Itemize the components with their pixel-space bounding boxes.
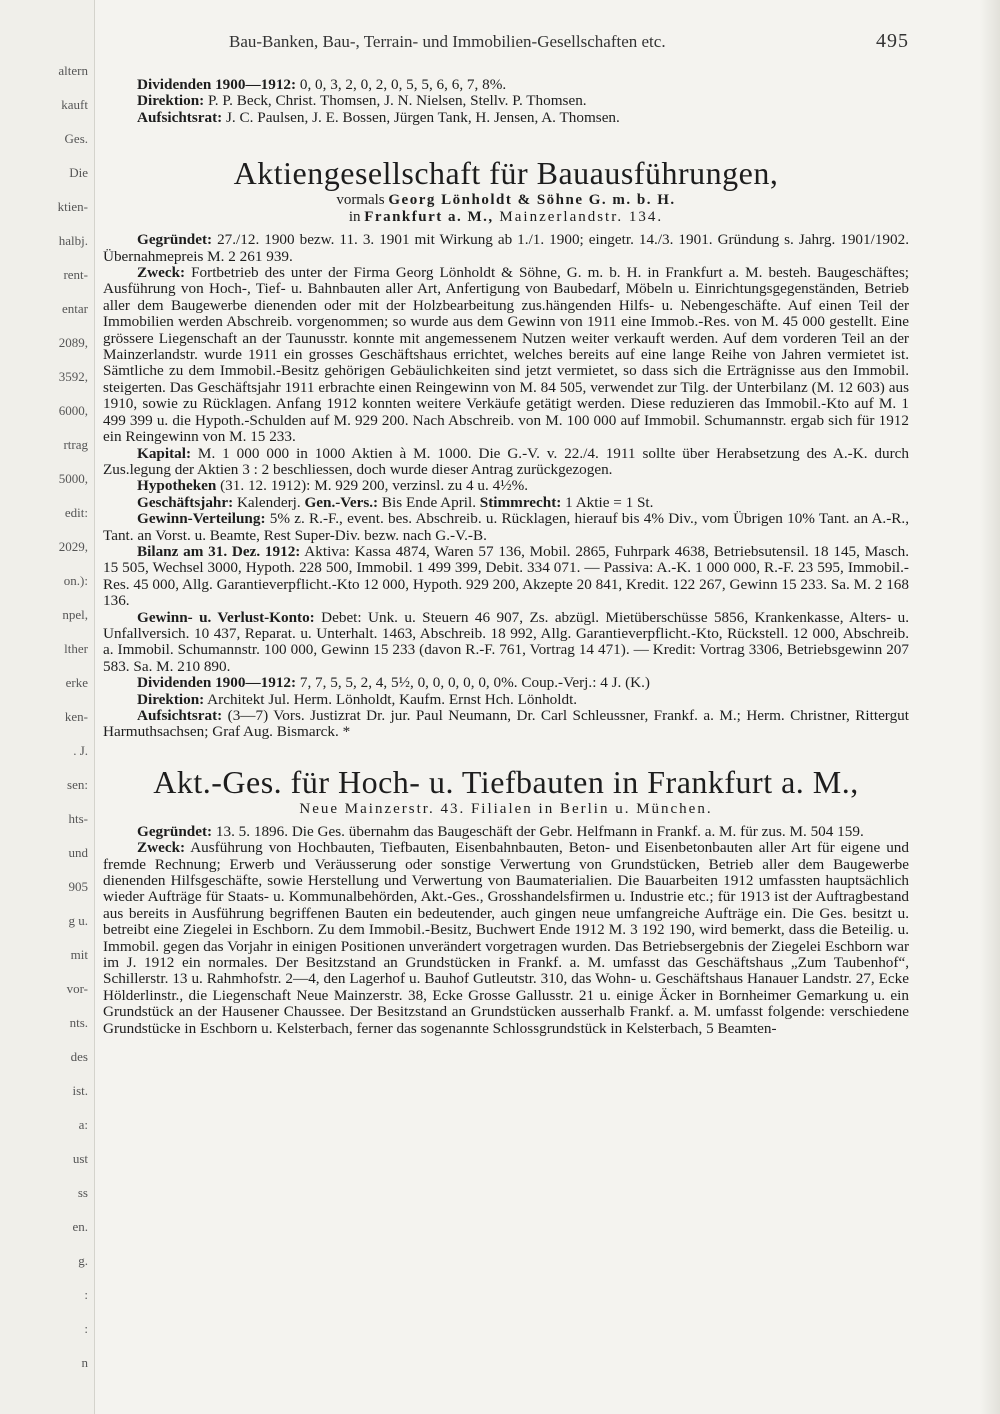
company-title: Akt.-Ges. für Hoch- u. Tiefbauten in Frankfurt a. M.,: [153, 763, 859, 800]
margin-fragment: ust: [72, 1151, 88, 1166]
margin-fragment: altern: [58, 63, 88, 78]
margin-fragment: und: [68, 845, 88, 860]
field-label: Dividenden 1900—1912:: [137, 76, 297, 93]
margin-fragment: Ges.: [64, 131, 88, 146]
field-text: Architekt Jul. Herm. Lönholdt, Kaufm. Ernst Hch. Lönholdt.: [204, 690, 578, 708]
margin-fragment: vor-: [66, 981, 88, 996]
margin-fragment: des: [70, 1049, 88, 1064]
field-text: Ausführung von Hochbauten, Tiefbauten, Eisenbahnbauten, Beton- und Eisenbetonbauten aller Art für eigene und fremde Rechnung; Erwerb und Veräusserung oder sonstige Verwertung von Grundstücken, Betrieb aller dem Baugewerbe dienenden Hilfsgeschäfte, sowie Herstellung und Verwertung von Baumaterialien. Die Bauarbeiten 1912 umfassten hauptsächlich wieder Aufträge für Staats- u. Kommunalbehörden, Akt.-Ges., Grosshandelsfirmen u. Industrie etc.; für 1913 ist der Auftragbestand aus bereits in Ausführung begriffenen Bauten ein bedeutender, auch gingen neue umfangreiche Aufträge ein. Die Ges. besitzt u. betreibt eine Ziegelei in Eschborn. Zu dem Immobil.-Besitz, Buchwert Ende 1912 M. 3 192 190, wird bemerkt, dass die Beteilig. u. Immobil. gegen das Vorjahr in einigen Positionen unverändert vorgetragen wurden. Das Betriebsergebnis der Ziegelei Eschborn war im J. 1912 ein normales. Der Besitzstand an Grundstücken in Frankf. a. M. umfasst das Geschäftshaus „Zum Taubenhof“, Schillerstr. 13 u. Rahmhofstr. 2—4, den Lagerhof u. Bauhof Gutleutstr. 310, das Wohn- u. Geschäftshaus Hanauer Landstr. 27, Ecke Hölderlinstr., die Liegenschaft Neue Mainzerstr. 38, Ecke Grosse Gallusstr. 21 u. einige Äcker in Bornheimer Gemarkung u. ein Grundstück an der Hausener Chaussee. Der Besitzstand an Grundstücken ausserhalb Frankf. a. M. umfasst folgende: verschiedene Grundstücke in Eschborn u. Kelsterbach, ferner das sogenannte Schlossgrundstück in Kelsterbach, 5 Beamten-: [103, 839, 909, 1037]
company-entry-2: [103, 765, 909, 1037]
field-text: 7, 7, 5, 5, 2, 4, 5½, 0, 0, 0, 0, 0, 0%. Coup.-Verj.: 4 J. (K.): [296, 674, 650, 692]
margin-fragment: ktien-: [57, 199, 88, 214]
page-number: 495: [876, 30, 909, 52]
margin-fragment: 2029,: [58, 539, 88, 554]
running-title: Bau-Banken, Bau-, Terrain- und Immobilien-Gesellschaften etc.: [229, 32, 666, 51]
margin-fragment: :: [84, 1287, 88, 1302]
margin-fragment: nts.: [69, 1015, 88, 1030]
field-text: 0, 0, 3, 2, 0, 2, 0, 5, 5, 6, 6, 7, 8%.: [296, 76, 507, 93]
field-text: 27./12. 1900 bezw. 11. 3. 1901 mit Wirkung ab 1./1. 1900; eingetr. 14./3. 1901. Gründung s. Jahrg. 1901/1902. Übernahmepreis M. 2 261 939.: [103, 231, 909, 265]
field-label: Aufsichtsrat:: [137, 707, 223, 724]
margin-fragment: . J.: [73, 743, 88, 758]
field-label: Zweck:: [137, 839, 186, 857]
page-header: [103, 30, 909, 53]
field-text: Aktiva: Kassa 4874, Waren 57 136, Mobil. 2865, Fuhrpark 4638, Betriebsutensil. 18 145, Masch. 15 505, Wechsel 3000, Hypoth. 228 500, Immobil. 1 499 399, Debit. 334 071. — Passiva: A.-K. 1 000 000, R.-F. 23 595, Immobil.-Res. 45 000, Allg. Garantieverpflicht.-Kto 12 000, Hypoth. 929 200, Akzepte 20 841, Kredit. 122 267, Gewinn 15 233. Sa. M. 2 168 136.: [103, 542, 909, 610]
margin-fragment: n: [81, 1355, 88, 1370]
margin-fragment: ss: [77, 1185, 88, 1200]
margin-fragment: 5000,: [58, 471, 88, 486]
margin-fragment: rtrag: [63, 437, 88, 452]
field-text: P. P. Beck, Christ. Thomsen, J. N. Nielsen, Stellv. P. Thomsen.: [204, 92, 587, 110]
field-label: Gewinn-Verteilung:: [137, 510, 266, 528]
company-address: Neue Mainzerstr. 43. Filialen in Berlin u. München.: [299, 800, 713, 817]
margin-fragment: 905: [68, 879, 88, 894]
margin-fragment: sen:: [67, 777, 88, 792]
margin-fragment: erke: [65, 675, 88, 690]
margin-fragment: g u.: [68, 913, 88, 928]
previous-page-margin: [0, 0, 95, 1414]
margin-fragment: g.: [78, 1253, 88, 1268]
margin-fragment: on.):: [63, 573, 88, 588]
field-label: Gegründet:: [137, 231, 213, 249]
company-entry-1: Aktiengesellschaft für Bauausführungen, vormals Georg Lönholdt & Söhne G. m. b. H. in Frankfurt a. M., Mainzerlandstr. 134. Gegründet: 27./12. 1900 bezw. 11. 3. 1901 mit Wirkung ab 1./1. 1900; eingetr. 14./3. 1901. Gründung s. Jahrg. 1901/1902. Übernahmepreis M. 2 261 939. Zweck: Fortbetrieb des unter der Firma Georg Lönholdt & Söhne, G. m. b. H. in Frankfurt a. M. besteh. Baugeschäftes; Ausführung von Hoch-, Tief- u. Bahnbauten aller Art, Anfertigung von Baubedarf, Möbeln u. Einrichtungsgegenständen, Betrieb aller dem Baugewerbe dienenden oder mit der Holzbearbeitung zus.hängenden Hilfs- u. Nebengeschäfte. Auf einen Teil der Immobilien werden Abschreib. vorgenommen; so wurde aus dem Gewinn von 1911 eine Immob.-Res. von M. 45 000 gestellt. Eine grössere Liegenschaft an der Taunusstr. konnte mit angemessenem Nutzen weiter verkauft werden. Auf dem vorderen Teil an der Mainzerlandstr. wurde 1911 ein grosses Geschäftshaus errichtet, welches bereits auf eine lange Reihe von Jahren vermietet ist. Sämtliche zu dem Immobil.-Besitz gehörigen Gebäulichkeiten sind jetzt vermietet, so dass sich die Erträgnisse aus den Immobil. steigerten. Das Geschäftsjahr 1911 erbrachte einen Reingewinn von M. 84 505, verwendet zur Tilg. der Unterbilanz (M. 12 603) aus 1910, sowie zu Rücklagen. Anfang 1912 konnten weitere Verkäufe getätigt werden. Diese reduzieren das Immobil.-Kto auf M. 1 499 399 u. die Hypoth.-Schulden auf M. 929 200. Nach Abschreib. von M. 100 000 auf Immobil. Schumannstr. ergab sich für 1912 ein Reingewinn von M. 15 233. Kapital: M. 1 000 000 in 1000 Aktien à M. 1000. Die G.-V. v. 22./4. 1911 sollte über Herabsetzung des A.-K. durch Zus.legung der Aktien 3 : 2 beschliessen, doch wurde dieser Antrag zurückgezogen. Hypotheken (31. 12. 1912): M. 929 200, verzinsl. zu 4 u. 4½%. Geschäftsjahr: Kalenderj. Gen.-Vers.: Bis Ende April. Stimmrecht: 1 Aktie = 1 St. Gewinn-Verteilung: 5% z. R.-F., event. bes. Abschreib. u. Rücklagen, hierauf bis 4% Div., vom Übrigen 10% Tant. an A.-R., Tant. an Vorst. u. Beamte, Rest Super-Div. bezw. nach G.-V.-B. Bilanz am 31. Dez. 1912: Aktiva: Kassa 4874, Waren 57 136, Mobil. 2865, Fuhrpark 4638, Betriebsutensil. 18 145, Masch. 15 505, Wechsel 3000, Hypoth. 228 500, Immobil. 1 499 399, Debit. 334 071. — Passiva: A.-K. 1 000 000, R.-F. 23 595, Immobil.-Res. 45 000, Allg. Garantieverpflicht.-Kto 12 000, Hypoth. 929 200, Akzepte 20 841, Kredit. 122 267, Gewinn 15 233. Sa. M. 2 168 136. Gewinn- u. Verlust-Konto: Debet: Unk. u. Steuern 46 907, Zs. abzügl. Mietüberschüsse 5856, Krankenkasse, Alters- u. Unfallversich. 10 437, Reparat. u. Unterhalt. 1463, Abschreib. 18 992, Allg. Garantieverpflicht.-Kto, Rückstell. 12 000, Abschreib. a. Immobil. Schumannstr. 100 000, Gewinn 15 233 (davon R.-F. 761, Vortrag 14 471). — Kredit: Vortrag 3306, Betriebsgewinn 207 583. Sa. M. 210 890. Dividenden 1900—1912: 7, 7, 5, 5, 2, 4, 5½, 0, 0, 0, 0, 0, 0%. Coup.-Verj.: 4 J. (K.) Direktion: Architekt Jul. Herm. Lönholdt, Kaufm. Ernst Hch. Lönholdt. Aufsichtsrat: (3—7) Vors. Justizrat Dr. jur. Paul Neumann, Dr. Carl Schleussner, Frankf. a. M.; Herm. Christner, Rittergut Harmuthsachsen; Graf Aug. Bismarck. *: [103, 155, 909, 741]
margin-fragment: 6000,: [58, 403, 88, 418]
margin-fragment: a:: [78, 1117, 88, 1132]
margin-fragment: ken-: [64, 709, 88, 724]
field-label: Zweck:: [137, 264, 186, 282]
field-label: Gewinn- u. Verlust-Konto:: [137, 608, 315, 626]
page-edge: [980, 0, 1000, 1414]
field-label: Dividenden 1900—1912:: [137, 674, 297, 692]
field-text: (31. 12. 1912): M. 929 200, verzinsl. zu 4 u. 4½%.: [216, 477, 529, 495]
margin-fragment: ist.: [72, 1083, 88, 1098]
field-text: 5% z. R.-F., event. bes. Abschreib. u. Rücklagen, hierauf bis 4% Div., vom Übrigen 10% Tant. an A.-R., Tant. an Vorst. u. Beamte, Rest Super-Div. bezw. nach G.-V.-B.: [103, 510, 909, 544]
document-page: [103, 30, 909, 1037]
field-text: J. C. Paulsen, J. E. Bossen, Jürgen Tank, H. Jensen, A. Thomsen.: [222, 108, 620, 126]
margin-fragment: :: [84, 1321, 88, 1336]
previous-entry-tail: [103, 77, 909, 126]
company-formerly: vormals Georg Lönholdt & Söhne G. m. b. H.: [336, 192, 676, 209]
field-text: Fortbetrieb des unter der Firma Georg Lönholdt & Söhne, G. m. b. H. in Frankfurt a. M. besteh. Baugeschäftes; Ausführung von Hoch-, Tief- u. Bahnbauten aller Art, Anfertigung von Baubedarf, Möbeln u. Einrichtungsgegenständen, Betrieb aller dem Baugewerbe dienenden oder mit der Holzbearbeitung zus.hängenden Hilfs- u. Nebengeschäfte. Auf einen Teil der Immobilien werden Abschreib. vorgenommen; so wurde aus dem Gewinn von 1911 eine Immob.-Res. von M. 45 000 gestellt. Eine grössere Liegenschaft an der Taunusstr. konnte mit angemessenem Nutzen weiter verkauft werden. Auf dem vorderen Teil an der Mainzerlandstr. wurde 1911 ein grosses Geschäftshaus errichtet, welches bereits auf eine lange Reihe von Jahren vermietet ist. Sämtliche zu dem Immobil.-Besitz gehörigen Gebäulichkeiten sind jetzt vermietet, so dass sich die Erträgnisse aus den Immobil. steigerten. Das Geschäftsjahr 1911 erbrachte einen Reingewinn von M. 84 505, verwendet zur Tilg. der Unterbilanz (M. 12 603) aus 1910, sowie zu Rücklagen. Anfang 1912 konnten weitere Verkäufe getätigt werden. Diese reduzieren das Immobil.-Kto auf M. 1 499 399 u. die Hypoth.-Schulden auf M. 929 200. Nach Abschreib. von M. 100 000 auf Immobil. Schumannstr. ergab sich für 1912 ein Reingewinn von M. 15 233.: [103, 264, 909, 446]
company-location: in Frankfurt a. M., Mainzerlandstr. 134.: [348, 209, 664, 226]
margin-fragment: kauft: [61, 97, 88, 112]
field-label: Geschäftsjahr:: [137, 493, 234, 511]
field-label: Direktion:: [137, 92, 205, 110]
field-text: 13. 5. 1896. Die Ges. übernahm das Baugeschäft der Gebr. Helfmann in Frankf. a. M. für zus. M. 504 159.: [212, 822, 864, 840]
field-label: Aufsichtsrat:: [137, 108, 223, 126]
company-title: Aktiengesellschaft für Bauausführungen,: [233, 155, 779, 192]
margin-fragment: halbj.: [58, 233, 88, 248]
field-label: Gegründet:: [137, 822, 213, 840]
field-label: Hypotheken: [137, 477, 217, 495]
field-label: Kapital:: [137, 444, 192, 462]
field-text: Debet: Unk. u. Steuern 46 907, Zs. abzügl. Mietüberschüsse 5856, Krankenkasse, Alters- u. Unfallversich. 10 437, Reparat. u. Unterhalt. 1463, Abschreib. 18 992, Allg. Garantieverpflicht.-Kto, Rückstell. 12 000, Abschreib. a. Immobil. Schumannstr. 100 000, Gewinn 15 233 (davon R.-F. 761, Vortrag 14 471). — Kredit: Vortrag 3306, Betriebsgewinn 207 583. Sa. M. 210 890.: [103, 608, 909, 675]
margin-fragment: en.: [72, 1219, 88, 1234]
end-mark: *: [338, 723, 351, 741]
field-text: M. 1 000 000 in 1000 Aktien à M. 1000. Die G.-V. v. 22./4. 1911 sollte über Herabsetzung des A.-K. durch Zus.legung der Aktien 3 : 2 beschliessen, doch wurde dieser Antrag zurückgezogen.: [103, 444, 909, 478]
margin-fragment: entar: [62, 301, 88, 316]
margin-fragment: mit: [70, 947, 88, 962]
margin-fragment: lther: [64, 641, 88, 656]
margin-fragment: Die: [69, 165, 88, 180]
margin-fragment: hts-: [68, 811, 88, 826]
margin-fragment: rent-: [63, 267, 88, 282]
margin-fragment: 3592,: [58, 369, 88, 384]
field-label: Direktion:: [137, 690, 205, 708]
field-text: (3—7) Vors. Justizrat Dr. jur. Paul Neumann, Dr. Carl Schleussner, Frankf. a. M.; Herm. Christner, Rittergut Harmuthsachsen; Graf Aug. Bismarck.: [103, 707, 909, 741]
margin-fragment: 2089,: [58, 335, 88, 350]
margin-fragment: edit:: [64, 505, 88, 520]
field-label: Bilanz am 31. Dez. 1912:: [137, 542, 301, 560]
margin-fragment: npel,: [62, 607, 88, 622]
